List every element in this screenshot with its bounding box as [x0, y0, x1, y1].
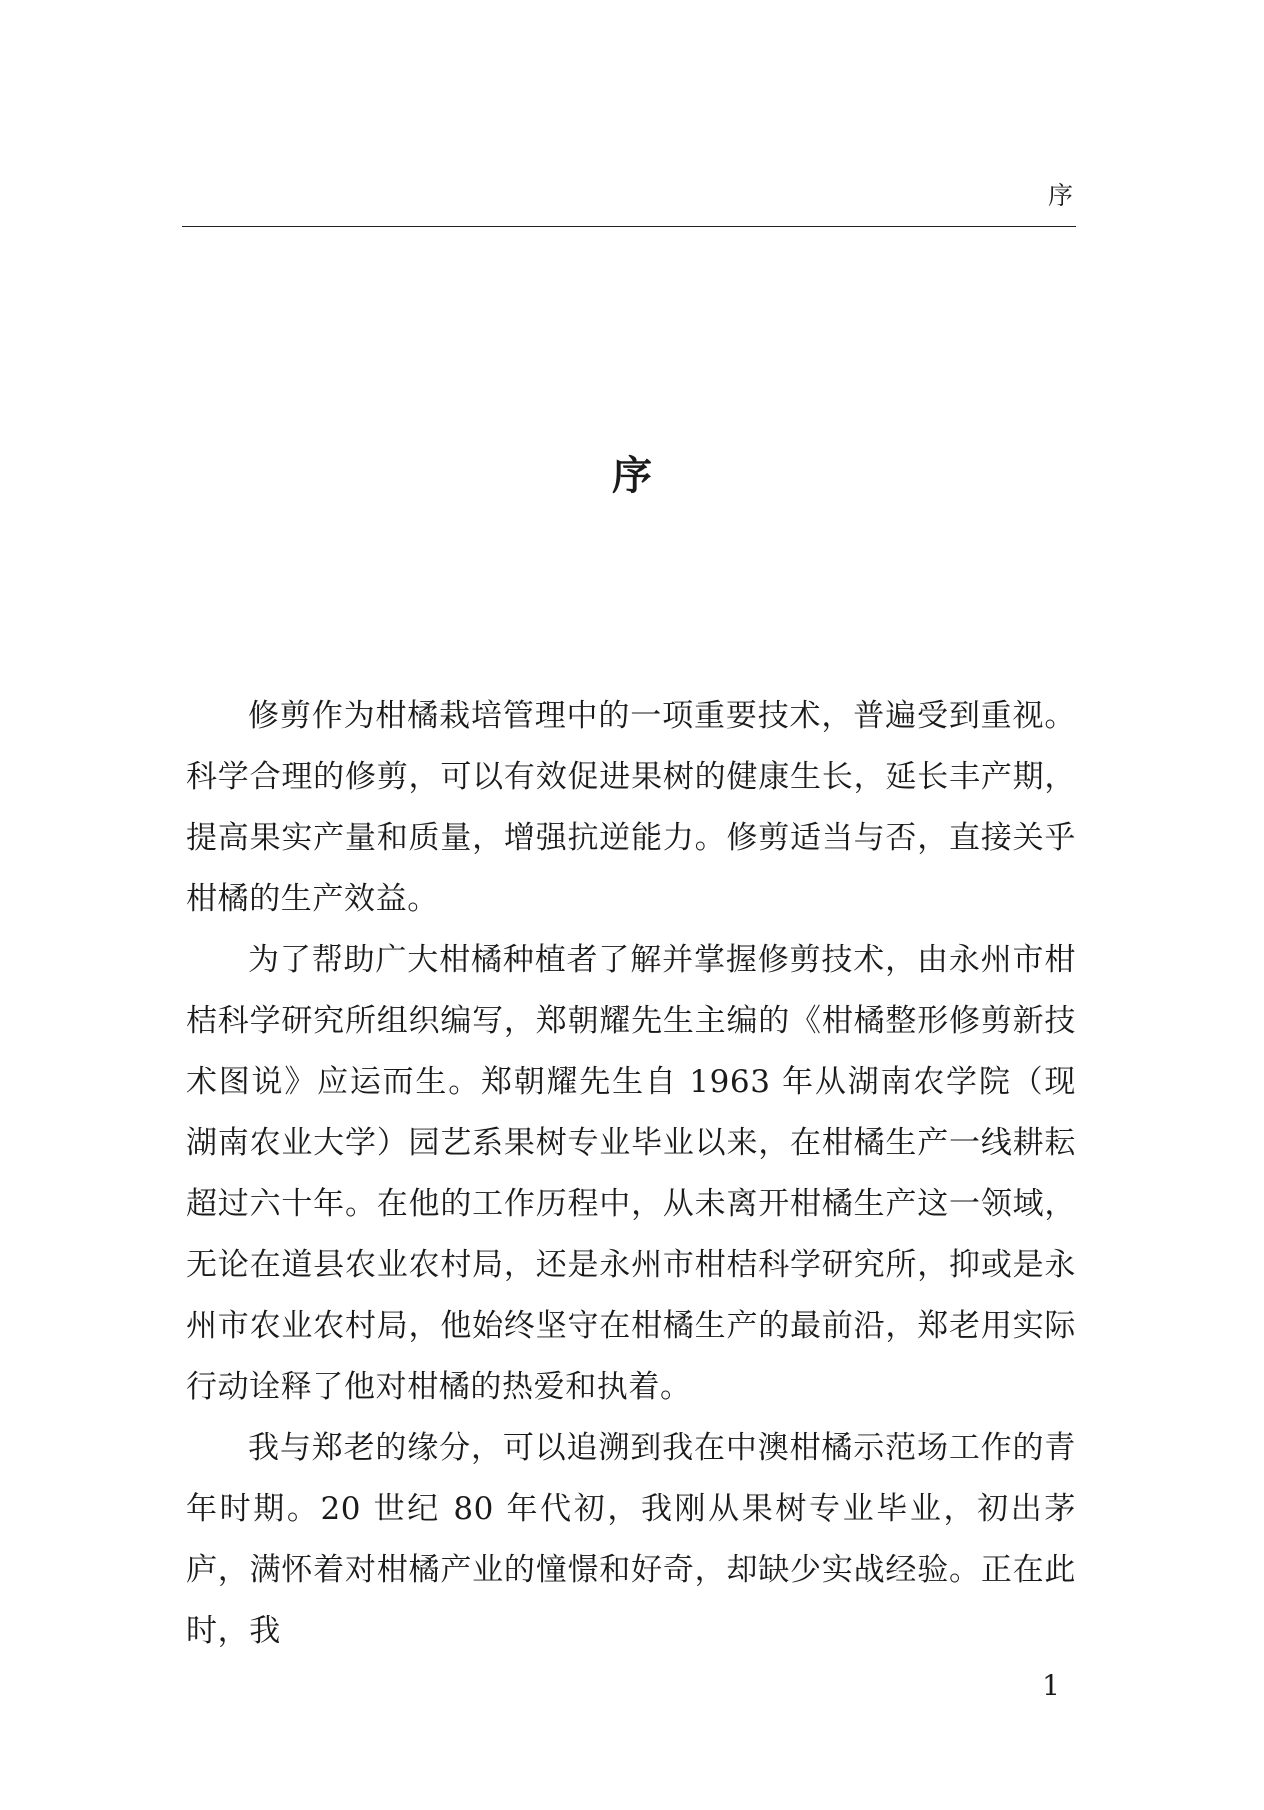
- body-text: [186, 686, 1076, 1662]
- chapter-title: 序: [612, 453, 652, 499]
- paragraph: 我与郑老的缘分，可以追溯到我在中澳柑橘示范场工作的青年时期。20 世纪 80 年代初，我刚从果树专业毕业，初出茅庐，满怀着对柑橘产业的憧憬和好奇，却缺少实战经验。正在此时，我: [186, 1430, 1076, 1649]
- header-divider: [182, 226, 1076, 227]
- paragraph: 为了帮助广大柑橘种植者了解并掌握修剪技术，由永州市柑桔科学研究所组织编写，郑朝耀先生主编的《柑橘整形修剪新技术图说》应运而生。郑朝耀先生自 1963 年从湖南农学院（现湖南农业大学）园艺系果树专业毕业以来，在柑橘生产一线耕耘超过六十年。在他的工作历程中，从未离开柑橘生产这一领域，无论在道县农业农村局，还是永州市柑桔科学研究所，抑或是永州市农业农村局，他始终坚守在柑橘生产的最前沿，郑老用实际行动诠释了他对柑橘的热爱和执着。: [186, 942, 1076, 1405]
- page-number: 1: [1042, 1669, 1060, 1702]
- paragraph: 修剪作为柑橘栽培管理中的一项重要技术，普遍受到重视。科学合理的修剪，可以有效促进果树的健康生长，延长丰产期，提高果实产量和质量，增强抗逆能力。修剪适当与否，直接关乎柑橘的生产效益。: [186, 698, 1076, 917]
- running-header-title: 序: [1047, 181, 1075, 210]
